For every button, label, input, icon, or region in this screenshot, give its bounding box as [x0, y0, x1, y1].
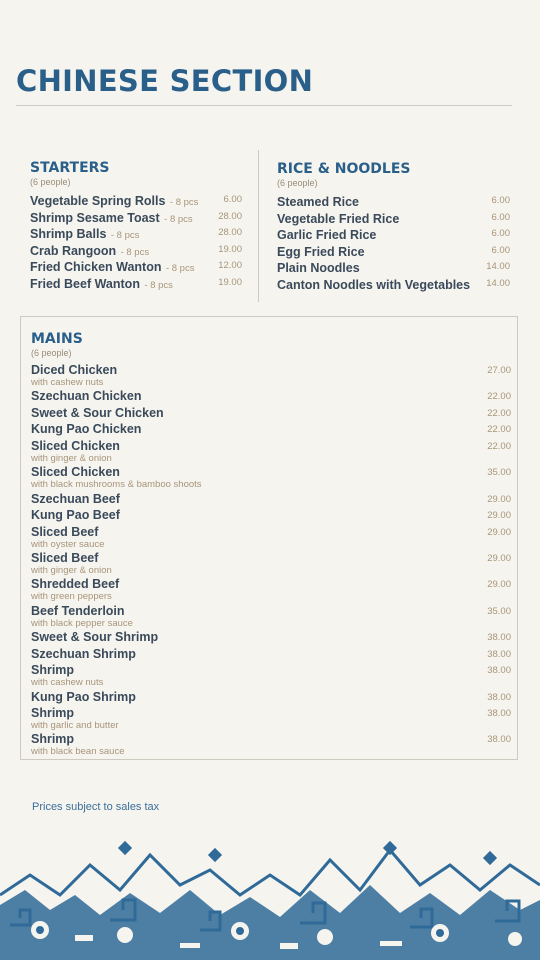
- title-divider: [16, 105, 512, 106]
- starter-item: [30, 225, 242, 242]
- main-item: [31, 406, 511, 423]
- decorative-pattern: [0, 835, 540, 960]
- starter-item: [30, 242, 242, 259]
- starter-name: Shrimp Balls: [30, 227, 107, 241]
- starter-name: Crab Rangoon: [30, 243, 117, 258]
- main-item-name: Kung Pao Chicken: [31, 422, 142, 437]
- mains-title: MAINS: [31, 331, 83, 347]
- rice-noodles-price: 6.00: [491, 244, 510, 256]
- main-item-price: 38.00: [487, 691, 511, 703]
- main-item-price: 38.00: [487, 665, 511, 677]
- main-item-name: Szechuan Chicken: [31, 389, 142, 404]
- mains-subtitle: (6 people): [31, 348, 72, 358]
- mains-section: [20, 316, 518, 760]
- rice-noodles-title: RICE & NOODLES: [277, 161, 411, 177]
- main-item-name: Diced Chicken: [31, 363, 118, 377]
- starter-name: Fried Beef Wanton: [30, 276, 140, 291]
- column-divider: [258, 150, 259, 302]
- rice-noodles-section: [277, 161, 510, 292]
- main-item-desc: with cashew nuts: [31, 377, 104, 388]
- main-item-desc: with black mushrooms & bamboo shoots: [31, 479, 202, 491]
- starters-subtitle: (6 people): [30, 177, 71, 187]
- main-item-name: Sliced Beef: [31, 524, 99, 539]
- starter-pcs: - 8 pcs: [144, 279, 173, 291]
- main-item-desc: with black pepper sauce: [31, 617, 133, 629]
- rice-noodles-name: Egg Fried Rice: [277, 244, 365, 259]
- starter-pcs: - 8 pcs: [169, 197, 199, 208]
- rice-noodles-price: 6.00: [491, 228, 510, 239]
- starter-item: [30, 192, 242, 209]
- page-title: CHINESE SECTION: [16, 64, 314, 98]
- main-item-name: Szechuan Beef: [31, 491, 120, 506]
- main-item-price: 29.00: [487, 553, 511, 565]
- main-item-price: 38.00: [487, 708, 511, 720]
- main-item-price: 38.00: [487, 734, 511, 746]
- rice-noodles-price: 6.00: [491, 211, 510, 223]
- main-item-price: 22.00: [487, 424, 511, 436]
- rice-noodles-item: [277, 276, 510, 293]
- starter-item: [30, 258, 242, 275]
- rice-noodles-list: [277, 193, 510, 292]
- main-item-name: Sweet & Sour Chicken: [31, 405, 164, 420]
- main-item-name: Szechuan Shrimp: [31, 646, 136, 661]
- main-item-desc: with garlic and butter: [31, 720, 119, 732]
- main-item-desc: with green peppers: [31, 591, 112, 603]
- main-item-name: Shrimp: [31, 663, 75, 678]
- main-item: [31, 525, 511, 551]
- rice-noodles-price: 14.00: [486, 261, 510, 272]
- starter-pcs: - 8 pcs: [110, 230, 140, 241]
- main-item: [31, 577, 511, 603]
- main-item-desc: with ginger & onion: [31, 453, 112, 465]
- rice-noodles-item: [277, 259, 510, 276]
- starter-price: 28.00: [218, 210, 242, 222]
- rice-noodles-name: Vegetable Fried Rice: [277, 211, 400, 226]
- starter-pcs: - 8 pcs: [164, 213, 193, 225]
- main-item-price: 29.00: [487, 526, 511, 538]
- starter-name: Vegetable Spring Rolls: [30, 194, 166, 208]
- main-item-price: 27.00: [487, 365, 511, 376]
- main-item-desc: with ginger & onion: [31, 565, 112, 577]
- main-item-name: Shrimp: [31, 706, 75, 721]
- main-item: [31, 690, 511, 707]
- main-item-price: 38.00: [487, 648, 511, 660]
- starter-item: [30, 209, 242, 226]
- main-item: [31, 732, 511, 758]
- main-item-price: 22.00: [487, 407, 511, 419]
- rice-noodles-name: Plain Noodles: [277, 261, 360, 275]
- main-item-name: Kung Pao Beef: [31, 508, 120, 523]
- starter-name: Fried Chicken Wanton: [30, 260, 162, 274]
- main-item-price: 35.00: [487, 605, 511, 617]
- main-item: [31, 647, 511, 664]
- main-item-name: Sliced Chicken: [31, 465, 120, 480]
- main-item: [31, 492, 511, 509]
- rice-noodles-price: 6.00: [491, 195, 510, 206]
- main-item-desc: with cashew nuts: [31, 677, 104, 689]
- main-item: [31, 630, 511, 647]
- rice-noodles-item: [277, 210, 510, 227]
- tax-note: Prices subject to sales tax: [32, 801, 160, 813]
- main-item-name: Shredded Beef: [31, 577, 120, 592]
- main-item: [31, 604, 511, 630]
- starter-pcs: - 8 pcs: [165, 263, 195, 274]
- main-item-name: Sliced Beef: [31, 551, 99, 566]
- main-item: [31, 465, 511, 491]
- starters-section: [30, 160, 242, 291]
- main-item-name: Sweet & Sour Shrimp: [31, 630, 159, 645]
- main-item: [31, 551, 511, 577]
- starter-price: 19.00: [218, 243, 242, 255]
- main-item-desc: with black bean sauce: [31, 746, 125, 758]
- mains-list: [31, 363, 511, 759]
- main-item: [31, 508, 511, 525]
- main-item: [31, 422, 511, 439]
- starter-price: 28.00: [218, 227, 242, 238]
- rice-noodles-item: [277, 193, 510, 210]
- starter-price: 19.00: [218, 276, 242, 288]
- main-item: [31, 363, 511, 389]
- main-item-price: 38.00: [487, 632, 511, 644]
- rice-noodles-item: [277, 243, 510, 260]
- starters-list: [30, 192, 242, 291]
- main-item: [31, 439, 511, 465]
- main-item-name: Sliced Chicken: [31, 439, 120, 454]
- main-item-name: Shrimp: [31, 732, 75, 747]
- main-item-name: Beef Tenderloin: [31, 603, 125, 618]
- starter-item: [30, 275, 242, 292]
- main-item-price: 22.00: [487, 441, 511, 453]
- main-item-price: 29.00: [487, 510, 511, 522]
- starter-price: 12.00: [218, 260, 242, 271]
- main-item-price: 29.00: [487, 579, 511, 591]
- main-item: [31, 389, 511, 406]
- rice-noodles-price: 14.00: [486, 277, 510, 289]
- starter-price: 6.00: [223, 194, 242, 205]
- starter-name: Shrimp Sesame Toast: [30, 210, 160, 225]
- rice-noodles-name: Garlic Fried Rice: [277, 228, 377, 242]
- rice-noodles-name: Steamed Rice: [277, 195, 359, 209]
- rice-noodles-item: [277, 226, 510, 243]
- main-item-price: 22.00: [487, 391, 511, 403]
- main-item-desc: with oyster sauce: [31, 538, 105, 550]
- main-item-name: Kung Pao Shrimp: [31, 689, 136, 704]
- starter-pcs: - 8 pcs: [120, 246, 150, 258]
- main-item-price: 29.00: [487, 493, 511, 505]
- main-item-price: 35.00: [487, 467, 511, 479]
- rice-noodles-subtitle: (6 people): [277, 178, 318, 188]
- main-item: [31, 706, 511, 732]
- starters-title: STARTERS: [30, 160, 110, 176]
- main-item: [31, 663, 511, 689]
- rice-noodles-name: Canton Noodles with Vegetables: [277, 277, 471, 292]
